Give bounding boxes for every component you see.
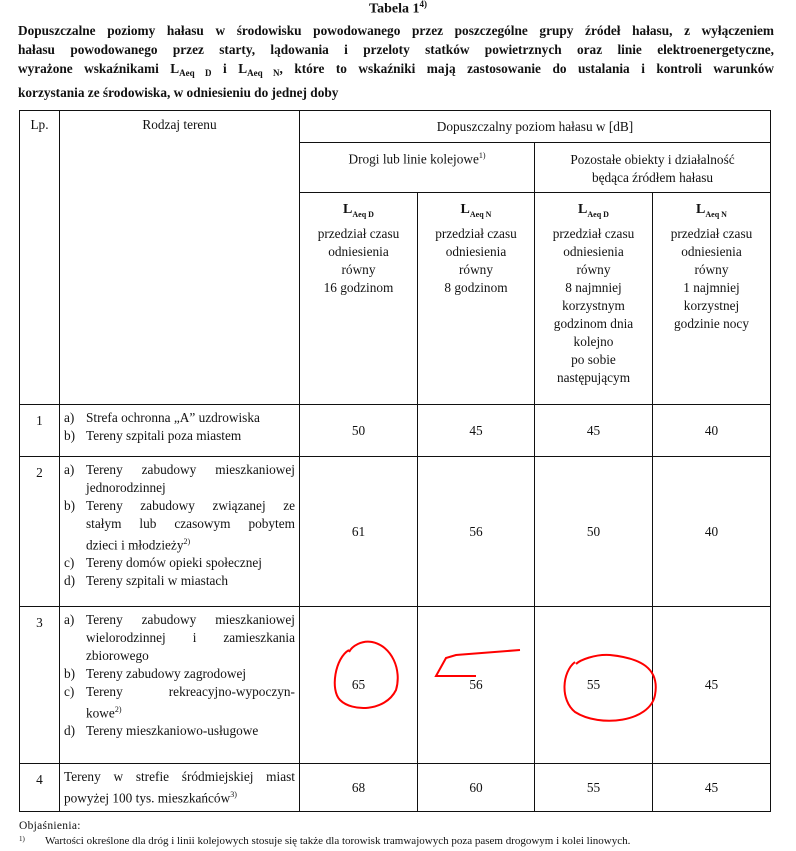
- metric-header-4: $L_{Aeq N}$ przedział czasu odniesienia równy 1 najmniej korzystnej godzinie nocy: [653, 193, 771, 405]
- metric-desc-line: godzinie nocy: [674, 315, 749, 331]
- metric-desc-line: równy: [576, 261, 611, 277]
- table-description: Dopuszczalne poziomy hałasu w środowisku powodowanego przez poszczególne grupy źródeł hałasu, z wyłączeniem hałasu powodowanego przez starty, lądowania i przeloty statków powietrznych oraz linie elektroenergetyczne, wyrażone wskaźnikami $L_{Aeq D}$ i $L_{Aeq N}$, które to wskaźniki mają zastosowanie do ustalania i kontroli warunków korzystania ze środowiska, w odniesieniu do jednej doby: [18, 23, 775, 100]
- terrain-item: b) Tereny zabudowy zagrodowej: [64, 666, 247, 681]
- terrain-item: a) Tereny zabudowy mieszkaniowej jednorodzinnej: [64, 462, 295, 495]
- terrain-types: [60, 607, 300, 764]
- header-other-sources: Pozostałe obiekty i działalność będąca źródłem hałasu: [535, 143, 771, 193]
- metric-header-2: $L_{Aeq N}$ przedział czasu odniesienia równy 8 godzinom: [418, 193, 535, 405]
- noise-value: 55: [535, 764, 653, 812]
- table-row: [20, 457, 771, 607]
- noise-value: 65: [300, 607, 418, 764]
- table-row: [20, 405, 771, 457]
- notes-heading: Objaśnienia:: [19, 820, 81, 832]
- table-row: [20, 764, 771, 812]
- noise-value: 45: [535, 405, 653, 457]
- metric-desc-line: godzinom dnia: [553, 315, 634, 331]
- metric-desc-line: przedział czasu: [670, 225, 753, 241]
- metric-desc-line: odniesienia: [328, 243, 389, 259]
- metric-desc-line: przedział czasu: [317, 225, 400, 241]
- metric-desc-line: przedział czasu: [435, 225, 517, 241]
- terrain-item: a) Strefa ochronna „A” uzdrowiska: [64, 410, 260, 425]
- terrain-item: d) Tereny mieszkaniowo-usługowe: [64, 723, 259, 739]
- metric-desc-line: korzystnym: [562, 297, 625, 313]
- noise-value: 50: [300, 405, 418, 457]
- noise-levels-table: [19, 110, 771, 812]
- metric-desc-line: korzystnej: [683, 297, 740, 313]
- metric-desc-line: odniesienia: [563, 243, 624, 259]
- row-number: 4: [20, 764, 60, 812]
- noise-value: 40: [653, 405, 771, 457]
- header-noise-level: Dopuszczalny poziom hałasu w [dB]: [300, 111, 771, 143]
- terrain-item: c) Tereny domów opieki społecznej: [64, 555, 262, 571]
- terrain-types: [60, 457, 300, 607]
- terrain-types: [60, 405, 300, 457]
- metric-desc-line: równy: [341, 261, 376, 277]
- footnote-1: $^{1)}$ Wartości określone dla dróg i linii kolejowych stosuje się także dla torowisk tramwajowych poza pasem drogowym i kolei linowych.: [19, 835, 631, 847]
- row-number: 1: [20, 405, 60, 457]
- noise-value: 61: [300, 457, 418, 607]
- terrain-types: [60, 764, 300, 812]
- terrain-item: b) Tereny szpitali poza miastem: [64, 428, 242, 443]
- metric-desc-line: odniesienia: [445, 243, 507, 259]
- row-number: 3: [20, 607, 60, 764]
- table-row: [20, 607, 771, 764]
- noise-value: 68: [300, 764, 418, 812]
- metric-desc-line: 16 godzinom: [323, 279, 394, 295]
- metric-desc-line: przedział czasu: [552, 225, 635, 241]
- noise-value: 40: [653, 457, 771, 607]
- header-lp: Lp.: [20, 111, 60, 405]
- noise-value: 56: [418, 607, 535, 764]
- noise-value: 45: [418, 405, 535, 457]
- terrain-item: Tereny w strefie śródmiejskiej miast powyżej 100 tys. mieszkańców$^{3)}$: [64, 769, 295, 806]
- metric-header-3: $L_{Aeq D}$ przedział czasu odniesienia równy 8 najmniej korzystnym godzinom dnia kolejno po sobie następującym: [535, 193, 653, 405]
- terrain-item: d) Tereny szpitali w miastach: [64, 573, 228, 589]
- metric-desc-line: odniesienia: [681, 243, 742, 259]
- metric-header-1: $L_{Aeq D}$ przedział czasu odniesienia równy 16 godzinom: [300, 193, 418, 405]
- noise-value: 45: [653, 607, 771, 764]
- header-rodzaj-terenu: Rodzaj terenu: [60, 111, 300, 405]
- noise-value: 60: [418, 764, 535, 812]
- noise-value: 55: [535, 607, 653, 764]
- metric-desc-line: kolejno: [573, 333, 614, 349]
- metric-desc-line: 1 najmniej: [683, 279, 740, 295]
- header-roads-railways: Drogi lub linie kolejowe$^{1)}$: [300, 143, 535, 193]
- metric-desc-line: równy: [459, 261, 493, 277]
- metric-desc-line: po sobie: [571, 351, 616, 367]
- noise-value: 50: [535, 457, 653, 607]
- row-number: 2: [20, 457, 60, 607]
- metric-desc-line: równy: [694, 261, 729, 277]
- noise-value: 56: [418, 457, 535, 607]
- terrain-item: c) Tereny rekreacyjno-wypoczyn- kowe$^{2)}$: [64, 684, 295, 721]
- metric-desc-line: 8 najmniej: [565, 279, 622, 295]
- noise-value: 45: [653, 764, 771, 812]
- terrain-item: a) Tereny zabudowy mieszkaniowej wielorodzinnej i zamieszkania zbiorowego: [64, 612, 295, 663]
- table-title: Tabela 1$^{4)}$: [369, 0, 427, 17]
- metric-desc-line: następującym: [556, 369, 631, 385]
- metric-desc-line: 8 godzinom: [444, 279, 508, 295]
- terrain-item: b) Tereny zabudowy związanej ze stałym lub czasowym pobytem dzieci i młodzieży$^{2)}$: [64, 498, 295, 553]
